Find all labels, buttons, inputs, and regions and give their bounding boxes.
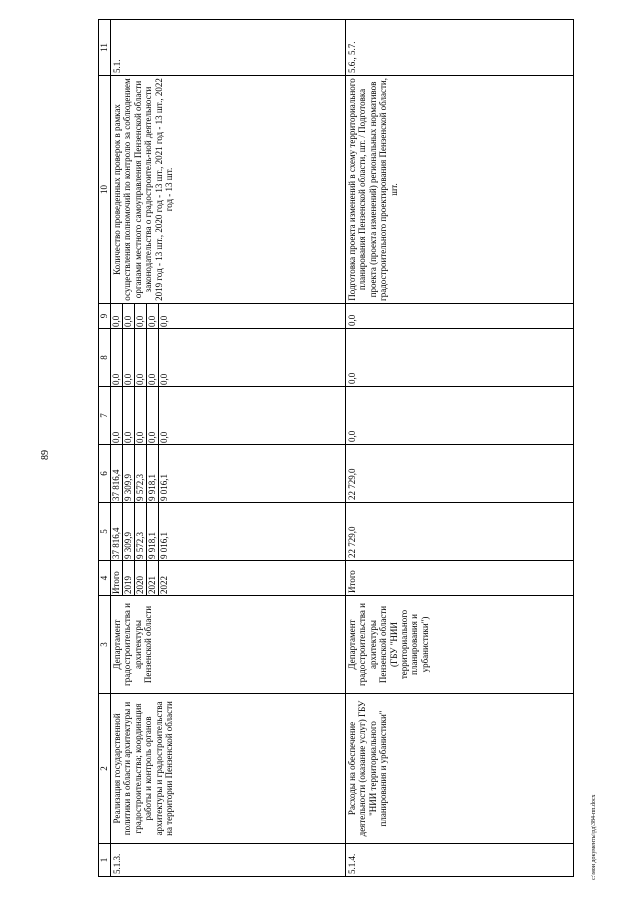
value: 37 816,4 xyxy=(111,445,123,502)
value: 37 816,4 xyxy=(111,503,123,560)
value: 9 572,3 xyxy=(135,445,147,502)
table-row xyxy=(111,20,346,877)
year: 2020 xyxy=(135,561,147,595)
value: 0,0 xyxy=(135,387,147,444)
header-cell: 9 xyxy=(99,304,111,329)
indicator: Подготовка проекта изменений в схему территориального планирования Пензенской области, шт. / Подготовка проекта (проекта изменений) региональных нормативов градостроительного проектирования Пензенской области, шт. xyxy=(346,76,574,304)
value: 0,0 xyxy=(159,431,169,443)
value: 0,0 xyxy=(147,304,159,328)
other-funding-cell xyxy=(111,304,346,329)
value: 9 572,3 xyxy=(135,503,147,560)
value: 0,0 xyxy=(111,329,123,386)
row-number: 5.1.4. xyxy=(346,844,574,877)
row-number: 5.1.3. xyxy=(111,844,346,877)
value: 9 918,1 xyxy=(147,503,159,560)
indicator-ref: 5.1. xyxy=(111,20,346,76)
value: 0,0 xyxy=(123,387,135,444)
year: 2021 xyxy=(147,561,159,595)
years-cell xyxy=(111,561,346,596)
federal-funding-cell xyxy=(111,387,346,445)
value: 0,0 xyxy=(111,304,123,328)
value: 9 309,9 xyxy=(123,445,135,502)
value: 9 016,1 xyxy=(159,532,169,559)
value: 0,0 xyxy=(346,329,574,387)
value: 0,0 xyxy=(346,304,574,329)
header-cell: 1 xyxy=(99,844,111,877)
header-cell: 4 xyxy=(99,561,111,596)
header-cell: 10 xyxy=(99,76,111,304)
year: Итого xyxy=(346,561,574,596)
local-funding-cell xyxy=(111,329,346,387)
measure-name: Реализация государственной политики в области архитектуры и градостроительства; координация работы и контроль органов архитектуры и градостроительства на территории Пензенской области xyxy=(111,694,346,844)
value: 0,0 xyxy=(346,387,574,445)
value: 0,0 xyxy=(123,329,135,386)
header-cell: 6 xyxy=(99,445,111,503)
table-row xyxy=(346,20,574,877)
header-row xyxy=(99,20,111,877)
year: 2022 xyxy=(159,576,169,594)
value: 0,0 xyxy=(135,304,147,328)
executor: Департамент градостроительства и архитектуры Пензенской области (ГБУ "НИИ территориального планирования и урбанистики") xyxy=(346,596,574,694)
value: 22 729,0 xyxy=(346,445,574,503)
value: 0,0 xyxy=(147,387,159,444)
value: 22 729,0 xyxy=(346,503,574,561)
value: 0,0 xyxy=(135,329,147,386)
header-cell: 8 xyxy=(99,329,111,387)
executor: Департамент градостроительства и архитектуры Пензенской области xyxy=(111,596,346,694)
value: 0,0 xyxy=(123,304,135,328)
header-cell: 2 xyxy=(99,694,111,844)
value: 9 309,9 xyxy=(123,503,135,560)
program-table xyxy=(98,19,574,877)
value: 0,0 xyxy=(111,387,123,444)
year: Итого xyxy=(111,561,123,595)
header-cell: 5 xyxy=(99,503,111,561)
rotated-table-container xyxy=(98,20,588,877)
value: 0,0 xyxy=(147,329,159,386)
indicator: Количество проведенных проверок в рамках осуществления полномочий по контролю за соблюдением органами местного самоуправления Пензенской области законодательства о градостроитель-ной деятельности 2019 год - 13 шт., 2020 год - 13 шт., 2021 год - 13 шт., 2022 год - 13 шт. xyxy=(111,76,346,304)
value: 9 918,1 xyxy=(147,445,159,502)
value: 9 016,1 xyxy=(159,474,169,501)
header-cell: 3 xyxy=(99,596,111,694)
header-cell: 11 xyxy=(99,20,111,76)
file-path-footer: c:\мои документы\рд\384-пп.docx xyxy=(591,794,597,880)
regional-funding-cell xyxy=(111,445,346,503)
indicator-ref: 5.6., 5.7. xyxy=(346,20,574,76)
value: 0,0 xyxy=(159,315,169,327)
measure-name: Расходы на обеспечение деятельности (оказание услуг) ГБУ "НИИ территориального планирования и урбанистики" xyxy=(346,694,574,844)
header-cell: 7 xyxy=(99,387,111,445)
value: 0,0 xyxy=(159,373,169,385)
year: 2019 xyxy=(123,561,135,595)
total-funding-cell xyxy=(111,503,346,561)
page-number: 89 xyxy=(40,450,51,460)
